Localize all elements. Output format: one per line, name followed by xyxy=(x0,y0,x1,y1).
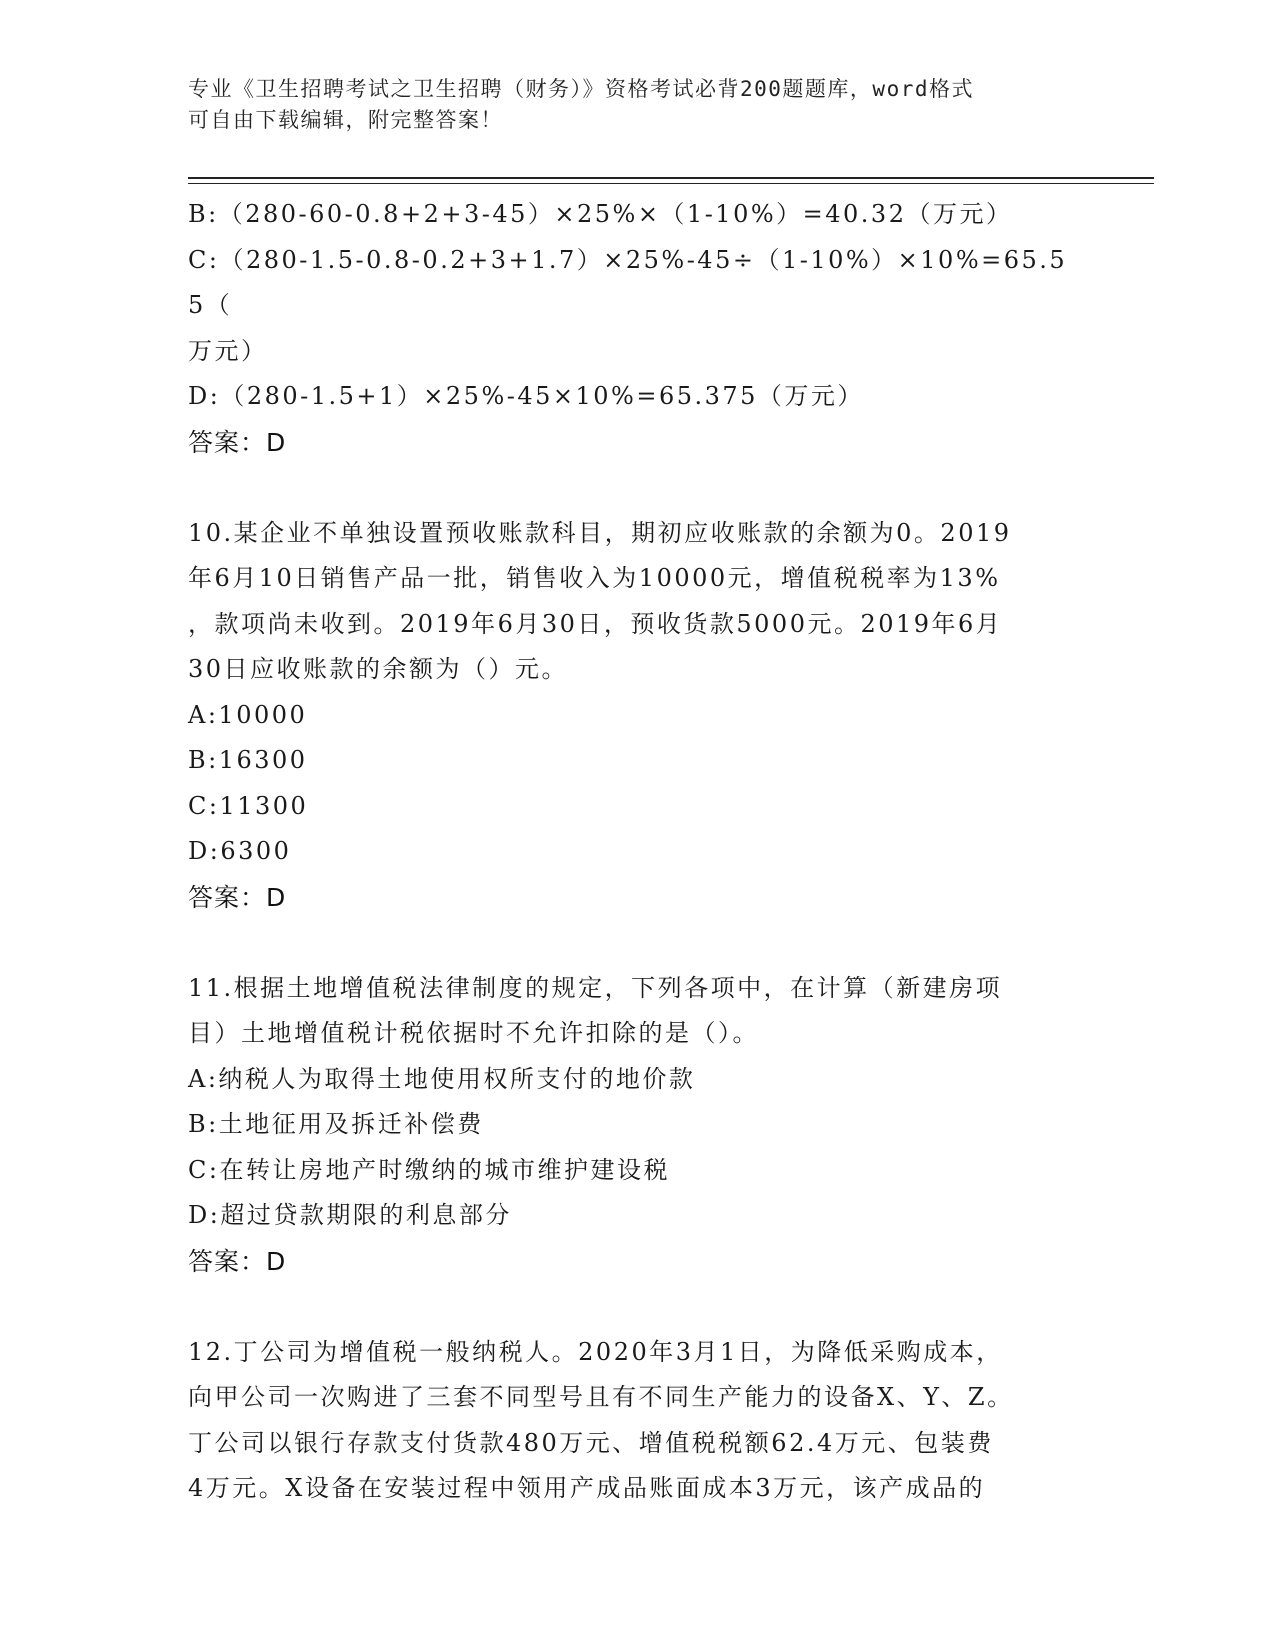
answer: 答案：D xyxy=(188,882,287,912)
answer: 答案：D xyxy=(188,427,287,457)
document-header xyxy=(188,74,1068,136)
option-c-line-2: 万元） xyxy=(188,336,268,365)
option-a: A:10000 xyxy=(188,700,308,729)
option-b: B:（280-60-0.8+2+3-45）×25%×（1-10%）=40.32（万元） xyxy=(188,200,1013,228)
option-c: C:在转让房地产时缴纳的城市维护建设税 xyxy=(188,1155,670,1184)
header-divider-thin xyxy=(188,183,1154,184)
question-stem-line-3: 丁公司以银行存款支付货款480万元、增值税税额62.4万元、包装费 xyxy=(188,1428,994,1457)
question-stem-line-2: 年6月10日销售产品一批，销售收入为10000元，增值税税率为13% xyxy=(188,564,1001,592)
option-c: C:11300 xyxy=(188,791,309,820)
spacer xyxy=(188,465,1068,511)
question-stem-line-2: 向甲公司一次购进了三套不同型号且有不同生产能力的设备X、Y、Z。 xyxy=(188,1383,1014,1411)
document-body xyxy=(188,192,1068,1512)
option-a: A:纳税人为取得土地使用权所支付的地价款 xyxy=(188,1064,696,1093)
question-stem-line-3: ，款项尚未收到。2019年6月30日，预收货款5000元。2019年6月 xyxy=(188,609,1003,638)
question-12 xyxy=(188,1330,1068,1512)
option-c-line-1: C:（280-1.5-0.8-0.2+3+1.7）×25%-45÷（1-10%）×10%=65.55（ xyxy=(188,245,1068,319)
question-11 xyxy=(188,966,1068,1285)
option-b: B:土地征用及拆迁补偿费 xyxy=(188,1110,484,1138)
previous-question xyxy=(188,192,1068,465)
header-divider-thick xyxy=(188,177,1154,179)
question-10 xyxy=(188,511,1068,921)
question-stem-line-1: 10.某企业不单独设置预收账款科目，期初应收账款的余额为0。2019 xyxy=(188,518,1012,547)
question-stem-line-4: 4万元。X设备在安装过程中领用产成品账面成本3万元，该产成品的 xyxy=(188,1474,986,1502)
header-line-2: 可自由下载编辑，附完整答案！ xyxy=(188,108,503,132)
question-stem-line-1: 12.丁公司为增值税一般纳税人。2020年3月1日，为降低采购成本， xyxy=(188,1337,1003,1366)
question-stem-line-4: 30日应收账款的余额为（）元。 xyxy=(188,655,569,683)
question-stem-line-1: 11.根据土地增值税法律制度的规定，下列各项中，在计算（新建房项 xyxy=(188,973,1003,1002)
spacer xyxy=(188,920,1068,966)
option-d: D:（280-1.5+1）×25%-45×10%=65.375（万元） xyxy=(188,382,864,410)
header-line-1: 专业《卫生招聘考试之卫生招聘（财务）》资格考试必背200题题库，word格式 xyxy=(188,77,974,101)
option-d: D:超过贷款期限的利息部分 xyxy=(188,1201,512,1229)
question-stem-line-2: 目）土地增值税计税依据时不允许扣除的是（）。 xyxy=(188,1019,759,1047)
option-b: B:16300 xyxy=(188,746,308,774)
spacer xyxy=(188,1284,1068,1330)
option-d: D:6300 xyxy=(188,837,292,865)
answer: 答案：D xyxy=(188,1246,287,1276)
